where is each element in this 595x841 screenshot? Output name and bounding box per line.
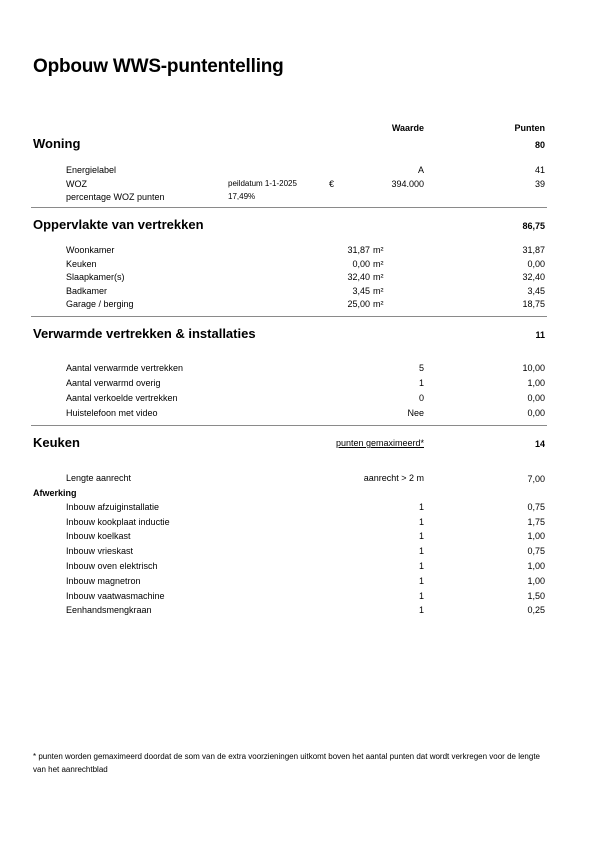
- row-label: Aantal verwarmde vertrekken: [66, 363, 184, 373]
- row-label: Aantal verkoelde vertrekken: [66, 393, 178, 403]
- row-label: Inbouw magnetron: [66, 576, 141, 586]
- subsection-title-afwerking: Afwerking: [33, 488, 77, 498]
- row-unit: m²: [373, 259, 384, 269]
- row-points: 3,45: [527, 286, 545, 296]
- row-label: Eenhandsmengkraan: [66, 605, 152, 615]
- row-points: 0,00: [527, 408, 545, 418]
- row-points: 31,87: [522, 245, 545, 255]
- row-label: Garage / berging: [66, 299, 134, 309]
- section-points-keuken: 14: [534, 439, 545, 449]
- row-label: Badkamer: [66, 286, 108, 296]
- row-value: 32,40: [347, 272, 370, 282]
- row-points: 0,00: [527, 393, 545, 403]
- row-value: 31,87: [347, 245, 370, 255]
- currency-symbol: €: [329, 179, 335, 189]
- row-points: 39: [534, 179, 545, 189]
- row-points: 7,00: [527, 474, 545, 484]
- row-points: 32,40: [522, 272, 545, 282]
- row-points: 1,75: [527, 517, 545, 527]
- row-label: Woonkamer: [66, 245, 115, 255]
- row-value: 1: [418, 561, 424, 571]
- section-points-verwarmde: 11: [535, 330, 545, 340]
- row-label: Lengte aanrecht: [66, 473, 132, 483]
- section-divider: [31, 207, 547, 208]
- row-value: 1: [418, 378, 424, 388]
- row-points: 1,00: [527, 576, 545, 586]
- row-value: 0,00: [352, 259, 370, 269]
- row-label: Aantal verwarmd overig: [66, 378, 161, 388]
- section-divider: [31, 316, 547, 317]
- row-points: 18,75: [522, 299, 545, 309]
- column-header-punten: Punten: [514, 123, 545, 133]
- row-points: 1,50: [527, 591, 545, 601]
- row-points: 0,75: [527, 502, 545, 512]
- row-points: 1,00: [527, 531, 545, 541]
- row-label: Inbouw vaatwasmachine: [66, 591, 165, 601]
- row-unit: m²: [373, 286, 384, 296]
- row-value: aanrecht > 2 m: [363, 473, 424, 483]
- column-header-waarde: Waarde: [391, 123, 424, 133]
- row-points: 41: [534, 165, 545, 175]
- row-unit: m²: [373, 245, 384, 255]
- section-title-oppervlakte: Oppervlakte van vertrekken: [33, 217, 204, 232]
- row-label: Inbouw afzuiginstallatie: [66, 502, 160, 512]
- row-value: 394.000: [391, 179, 424, 189]
- row-value: 1: [418, 576, 424, 586]
- footnote: * punten worden gemaximeerd doordat de som van de extra voorzieningen uitkomt boven het aantal punten dat wordt verkregen voor de lengte van het aanrechtblad: [33, 752, 540, 774]
- row-value: 1: [418, 546, 424, 556]
- row-unit: m²: [373, 299, 384, 309]
- row-value: 1: [418, 605, 424, 615]
- row-value: 25,00: [347, 299, 370, 309]
- row-value: 1: [418, 502, 424, 512]
- section-title-verwarmde: Verwarmde vertrekken & installaties: [33, 326, 256, 341]
- row-points: 0,75: [527, 546, 545, 556]
- row-label: Huistelefoon met video: [66, 408, 158, 418]
- row-value: 3,45: [352, 286, 370, 296]
- row-value: A: [417, 165, 424, 175]
- row-points: 10,00: [522, 363, 545, 373]
- row-label: Inbouw oven elektrisch: [66, 561, 158, 571]
- row-value: Nee: [407, 408, 424, 418]
- row-value: 1: [418, 517, 424, 527]
- row-note: peildatum 1-1-2025: [228, 179, 297, 188]
- row-label: percentage WOZ punten: [66, 192, 165, 202]
- section-title-woning: Woning: [33, 136, 81, 151]
- row-label: Keuken: [66, 259, 97, 269]
- row-value: 1: [418, 531, 424, 541]
- row-label: Slaapkamer(s): [66, 272, 125, 282]
- row-label: WOZ: [66, 179, 87, 189]
- points-capped-note: punten gemaximeerd*: [335, 438, 424, 448]
- page-title: Opbouw WWS-puntentelling: [33, 56, 284, 77]
- section-points-oppervlakte: 86,75: [522, 221, 545, 231]
- row-note: 17,49%: [228, 192, 256, 201]
- section-title-keuken: Keuken: [33, 435, 80, 450]
- section-points-woning: 80: [534, 140, 545, 150]
- row-unit: m²: [373, 272, 384, 282]
- row-label: Inbouw vrieskast: [66, 546, 134, 556]
- row-points: 0,00: [527, 259, 545, 269]
- row-points: 0,25: [527, 605, 545, 615]
- row-label: Inbouw koelkast: [66, 531, 131, 541]
- row-value: 0: [418, 393, 424, 403]
- row-points: 1,00: [527, 561, 545, 571]
- row-label: Energielabel: [66, 165, 117, 175]
- row-value: 1: [418, 591, 424, 601]
- row-points: 1,00: [527, 378, 545, 388]
- row-value: 5: [418, 363, 424, 373]
- row-label: Inbouw kookplaat inductie: [66, 517, 170, 527]
- section-divider: [31, 425, 547, 426]
